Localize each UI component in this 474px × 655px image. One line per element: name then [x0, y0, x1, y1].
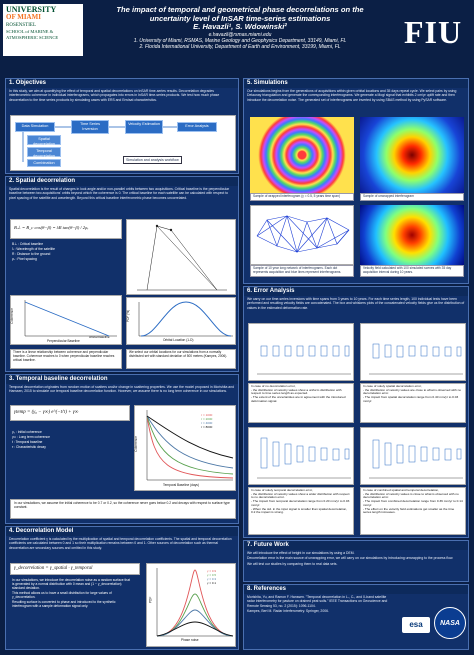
um-logo-line3: ROSENSTIEL	[6, 23, 36, 28]
temporal-plot-xlabel: Temporal Baseline (days)	[163, 483, 199, 487]
case-line: - the distribution of velocity values show a wider distribution with respect to no decorrelation error.	[251, 491, 350, 500]
spatial-note: There is a linear relationship between coherence and perpendicular baseline. Coherence reaches to 0 when perpendicular baseline reaches critical baseline.	[10, 349, 122, 369]
boxplot-svg-3	[249, 428, 355, 486]
coherence-plot-xtick: critical baseline	[89, 335, 110, 339]
phase-series-label: γ = 0.3	[207, 576, 217, 581]
velocity-field	[360, 205, 464, 265]
wrapped-interferogram	[250, 117, 354, 193]
future-item: We will test our studies by comparing them to real data sets.	[247, 561, 338, 566]
boxplot-combined	[360, 427, 466, 485]
spatial-legend-item: R : Distance to the ground	[12, 251, 51, 256]
orbit-geometry-diagram	[126, 219, 236, 295]
case-line: - the distribution of velocity values is close to what is observed with no decorrelation error.	[363, 491, 459, 500]
case-line: In case of no decorrelation error,	[251, 384, 296, 388]
case-line: - the distribution of velocity values show a uniform distribution with respect to time series length as expected.	[251, 387, 342, 396]
case2-text	[360, 383, 466, 423]
error-analysis-section	[243, 286, 469, 538]
temporal-decay-svg	[135, 406, 237, 492]
temporal-legend-item: τ : Characteristic decay	[12, 444, 46, 449]
flow-time-series-inversion: Time Series Inversion	[71, 120, 109, 134]
um-logo-line5: ATMOSPHERIC SCIENCE	[6, 34, 59, 40]
temporal-legend-item: t : Temporal baseline	[12, 439, 43, 444]
decorrelation-model-text: Decorrelation coefficient γ is calculated by the multiplication of spatial and temporal decorrelation coefficients. The spatial and temporal decorrelation coefficients are calculated between 0 and 1 so their multiplication remains between 0 and 1. Other sources of decorrelation such as thermal decorrelation are secondary sources and omitted in this study.	[9, 537, 232, 550]
reference-item: Kampes, Bert M. Radar interferometry. Springer, 2006.	[247, 608, 329, 613]
objectives-title: 1. Objectives	[6, 79, 238, 88]
nasa-logo: NASA	[434, 607, 466, 639]
case-line: - The impact from temporal decorrelation range from 0.20 mm/yr to 0.03 mm/yr.	[251, 499, 350, 507]
future-item: We will introduce the effect of height in our simulations by using a DEM.	[247, 551, 355, 556]
reference-item: Morishita, Yu, and Ramon F. Hanssen. "Temporal decorrelation in L-, C-, and X-band satellite radar interferometry for pasture on drained peat soils." IEEE Transactions on Geoscience and Remote Sensing 53, no. 2 (2015): 1096-1104.	[247, 595, 388, 608]
case-line: - The impact from combined decorrelation range from 0.36 mm/yr to 0.14 mm/yr.	[363, 499, 463, 507]
workflow-diagram	[10, 115, 236, 171]
poster-title-line2: uncertainty level of InSAR time-series estimations	[149, 13, 331, 23]
error-analysis-text: We carry on our time-series inversions with time spans from 3 years to 10 years. For each time series length, 100 individual tests have been performed and resulting velocity fields are concatenated. The box and whiskers plots of the concatenated velocity fields give us the distribution of values in the estimated deformation rate.	[247, 297, 465, 310]
um-logo	[3, 4, 83, 56]
temporal-section	[5, 374, 239, 524]
wrapped-caption: Sample of wrapped interferogram (γ = 0.5, 5 years time span)	[250, 193, 354, 201]
case-line: In case of solely spatial decorrelation error,	[363, 384, 422, 388]
case-line: - The effect on the velocity field estimations get smaller as the time series length increases.	[363, 506, 455, 515]
decorr-bullets	[12, 579, 132, 610]
decorrelation-model-section	[5, 526, 239, 650]
case-line: In case of combined spatial and temporal decorrelation,	[363, 488, 440, 492]
temporal-note: In our simulations, we assume the initial coherence to be 0.7 or 0.2, so the coherence never goes below 0.2 and decays with respect to surface type constant.	[10, 499, 236, 519]
boxplot-svg-2	[361, 324, 467, 382]
pdf-plot-ylabel: PDF (%)	[126, 309, 131, 323]
um-logo-line2: OF MIAMI	[6, 13, 41, 21]
unwrapped-caption: Sample of unwrapped interferogram	[360, 193, 464, 201]
simulations-section	[243, 78, 469, 284]
fiu-logo: FIU	[403, 14, 463, 50]
future-work-list	[244, 550, 468, 568]
unwrapped-interferogram	[360, 117, 464, 193]
spatial-title: 2. Spatial decorrelation	[6, 177, 238, 186]
orbit-pdf-plot	[126, 297, 236, 345]
pdf-note: We select our orbital locations for our simulations from a normally distributed set with standard deviation of 500 meters (Kampes, 2006).	[126, 349, 236, 369]
network-svg	[251, 206, 355, 266]
case-line: - The impact from spatial decorrelation range from 0.40 mm/yr to 0.03 mm/yr.	[363, 395, 459, 403]
spatial-legend-item: λ : Wavelength of the satellite	[12, 246, 55, 251]
poster-header	[90, 6, 390, 50]
phase-series-label: γ = 0.1	[207, 580, 217, 585]
phase-noise-ylabel: PDF	[148, 596, 153, 604]
coherence-baseline-plot	[10, 295, 122, 345]
temporal-text: Temporal decorrelation originates from random motion of scatters and/or change in scattering properties. We use the model proposed in Morishita and Hanssen, 2015 to simulate our temporal baseline decorrelation function. However, we assume there is no long term coherence in our simulations.	[9, 385, 234, 394]
workflow-caption: Simulation and analysis workflow	[123, 156, 182, 164]
simulations-text: Our simulations begins from the generations of acquisitions within given orbital locations and 35 days repeat cycle. We select pairs by using Delaunay triangulation and generate the corresponding interferograms. We generate a Mogi signal that exhibits 2 cm/yr uplift rate and then introduce the decorrelation noise. The generated set of interferograms are inverted by using SBAS method by using PySAR software.	[247, 89, 457, 102]
esa-logo: esa	[402, 617, 430, 633]
case-line: - The extent of the uncertainties are in agreement with the introduced deformation signal.	[251, 395, 346, 403]
decorr-formula-box	[10, 563, 140, 575]
case4-text	[360, 487, 466, 535]
future-work-section	[243, 540, 469, 582]
phase-noise-xlabel: Phase noise	[181, 638, 199, 642]
poster-title-line1: The impact of temporal and geometrical phase decorrelations on the	[116, 5, 364, 14]
phase-noise-svg	[147, 564, 237, 648]
network-caption: Sample of 10 year long network of interferograms. Each dot represents acquisition and blue lines represent interferograms.	[250, 265, 354, 277]
orbit-geometry-svg	[127, 220, 237, 296]
phase-noise-plot	[146, 563, 236, 647]
flow-combination: Combination	[27, 159, 61, 167]
poster-affiliation-1: 1. University of Miami, RSMAS, Marine Geology and Geophysics Department, 33149, Miami, FL	[133, 38, 347, 45]
references-section	[243, 584, 469, 650]
flow-temporal-decorrelation: Temporal decorrelation	[27, 147, 61, 157]
case-line: - When the std. in the input signal is smaller than spatial decorrelation, 0.2 the impact is strong.	[251, 506, 348, 515]
boxplot-spatial	[360, 323, 466, 381]
phase-series-label: γ = 0.9	[207, 569, 217, 573]
objectives-section	[5, 78, 239, 174]
temporal-series-label: τ = 1000	[201, 413, 213, 417]
um-logo-line1: UNIVERSITY	[6, 5, 57, 14]
phase-noise-legend	[207, 570, 216, 586]
temporal-legend-item: γ∞ : Long term coherence	[12, 434, 50, 439]
coherence-plot-xlabel: Perpendicular Baseline	[47, 339, 80, 343]
case-line: In case of solely temporal decorrelation error,	[251, 488, 313, 492]
spatial-section	[5, 176, 239, 372]
spatial-legend-item: B⊥ : Critical baseline	[12, 242, 44, 246]
case-line: - the distribution of velocity values are close to what is observed with no decorrelation error.	[363, 387, 462, 396]
temporal-plot-ylabel: Coherence	[133, 436, 138, 452]
boxplot-temporal	[248, 427, 354, 485]
flow-error-analysis: Error Analysis	[177, 122, 217, 132]
boxplot-svg-4	[361, 428, 467, 486]
temporal-legend-item: γ₀ : Initial coherence	[12, 430, 42, 434]
temporal-series-label: τ = 4000	[201, 420, 213, 425]
temporal-series-label: τ = 2000	[201, 416, 213, 421]
flow-velocity-estimation: Velocity Estimation	[125, 120, 163, 134]
pdf-plot-xlabel: Orbital Location (1-D)	[163, 338, 194, 342]
spatial-legend	[12, 243, 122, 263]
velocity-caption: Velocity field calculated with 100 simulated scenes with 35 day acquisition interval during 10 years.	[360, 265, 464, 277]
case1-text	[248, 383, 354, 423]
references-title: 8. References	[244, 585, 468, 594]
coherence-plot-ylabel: Coherence	[9, 308, 14, 324]
poster-email: e.havazli@rsmas.miami.edu	[208, 32, 272, 39]
decorr-formula: γ_decorrelation = γ_spatial · γ_temporal	[14, 566, 93, 571]
temporal-legend	[12, 431, 122, 451]
boxplot-no-decorrelation	[248, 323, 354, 381]
error-analysis-title: 6. Error Analysis	[244, 287, 468, 296]
flow-data-simulation: Data Simulation	[15, 122, 55, 132]
objectives-text: In this study, we aim at quantifying the effect of temporal and spatial decorrelations on InSAR time-series results. Decorrelation degrades interferometric coherence in individual interferograms, which propagates into errors in InSAR time-series products. We test how much phase decorrelation to the time series products by simulating cases with ERS and Envisat characteristics.	[9, 89, 220, 102]
temporal-plot-legend	[201, 414, 212, 430]
case3-text	[248, 487, 354, 535]
spatial-text: Spatial decorrelation is the result of changes in look angle and/or non-parallel orbits between two acquisitions. Critical baseline is the perpendicular baseline between two acquisitions' orbits beyond which the coherence is 0. The critical baseline for each satellite can be calculated with respect to pixel spacing of the satellite and wavelength. Beyond this critical baseline interferometric phase becomes uncorrelated.	[9, 187, 230, 200]
spatial-formula: B⊥ = B_c cos(θ−β) = λR tan(θ−β) / 2ρᵣ	[14, 225, 89, 230]
references-list	[244, 594, 394, 615]
decorr-bullet: Resulting surface is converted to phase and introduced to the synthetic interferogram with a sample deformation signal only.	[12, 599, 116, 608]
poster-affiliation-2: 2. Florida International University, Department of Earth and Environment, 33199, Miami, FL	[139, 44, 341, 51]
temporal-title: 3. Temporal baseline decorrelation	[6, 375, 238, 384]
temporal-series-label: τ = 8000	[201, 424, 213, 429]
temporal-formula-box	[10, 405, 130, 421]
simulations-title: 5. Simulations	[244, 79, 468, 88]
decorr-bullet: In our simulations, we introduce the decorrelation noise as a random surface that is generated by a normal distribution with 0 mean and (1 − γ_decorrelation) standard deviation.	[12, 578, 131, 590]
temporal-decay-plot	[134, 405, 236, 491]
spatial-formula-box	[10, 219, 122, 239]
decorrelation-model-title: 4. Decorrelation Model	[6, 527, 238, 536]
phase-series-label: γ = 0.5	[207, 572, 217, 577]
future-work-title: 7. Future Work	[244, 541, 468, 550]
network-plot	[250, 205, 354, 265]
future-item: Decorrelation error is the main source of unwrapping error, we will carry on our simulations by introducing unwrapping to the process flow.	[247, 556, 454, 561]
poster-authors: E. Havazli¹, S. Wdowinski²	[193, 22, 287, 32]
boxplot-svg-1	[249, 324, 355, 382]
um-logo-line4: SCHOOL of MARINE &	[6, 29, 54, 34]
flow-spatial-decorrelation: Spatial decorrelation	[27, 135, 61, 145]
decorr-bullet: This method allows us to have a small distribution for large values of γ_decorrelation.	[12, 590, 112, 599]
spatial-legend-item: ρᵣ : Pixel spacing	[12, 256, 37, 261]
temporal-formula: γtemp = (γ₀ − γ∞) e^(−t/τ) + γ∞	[14, 410, 79, 415]
